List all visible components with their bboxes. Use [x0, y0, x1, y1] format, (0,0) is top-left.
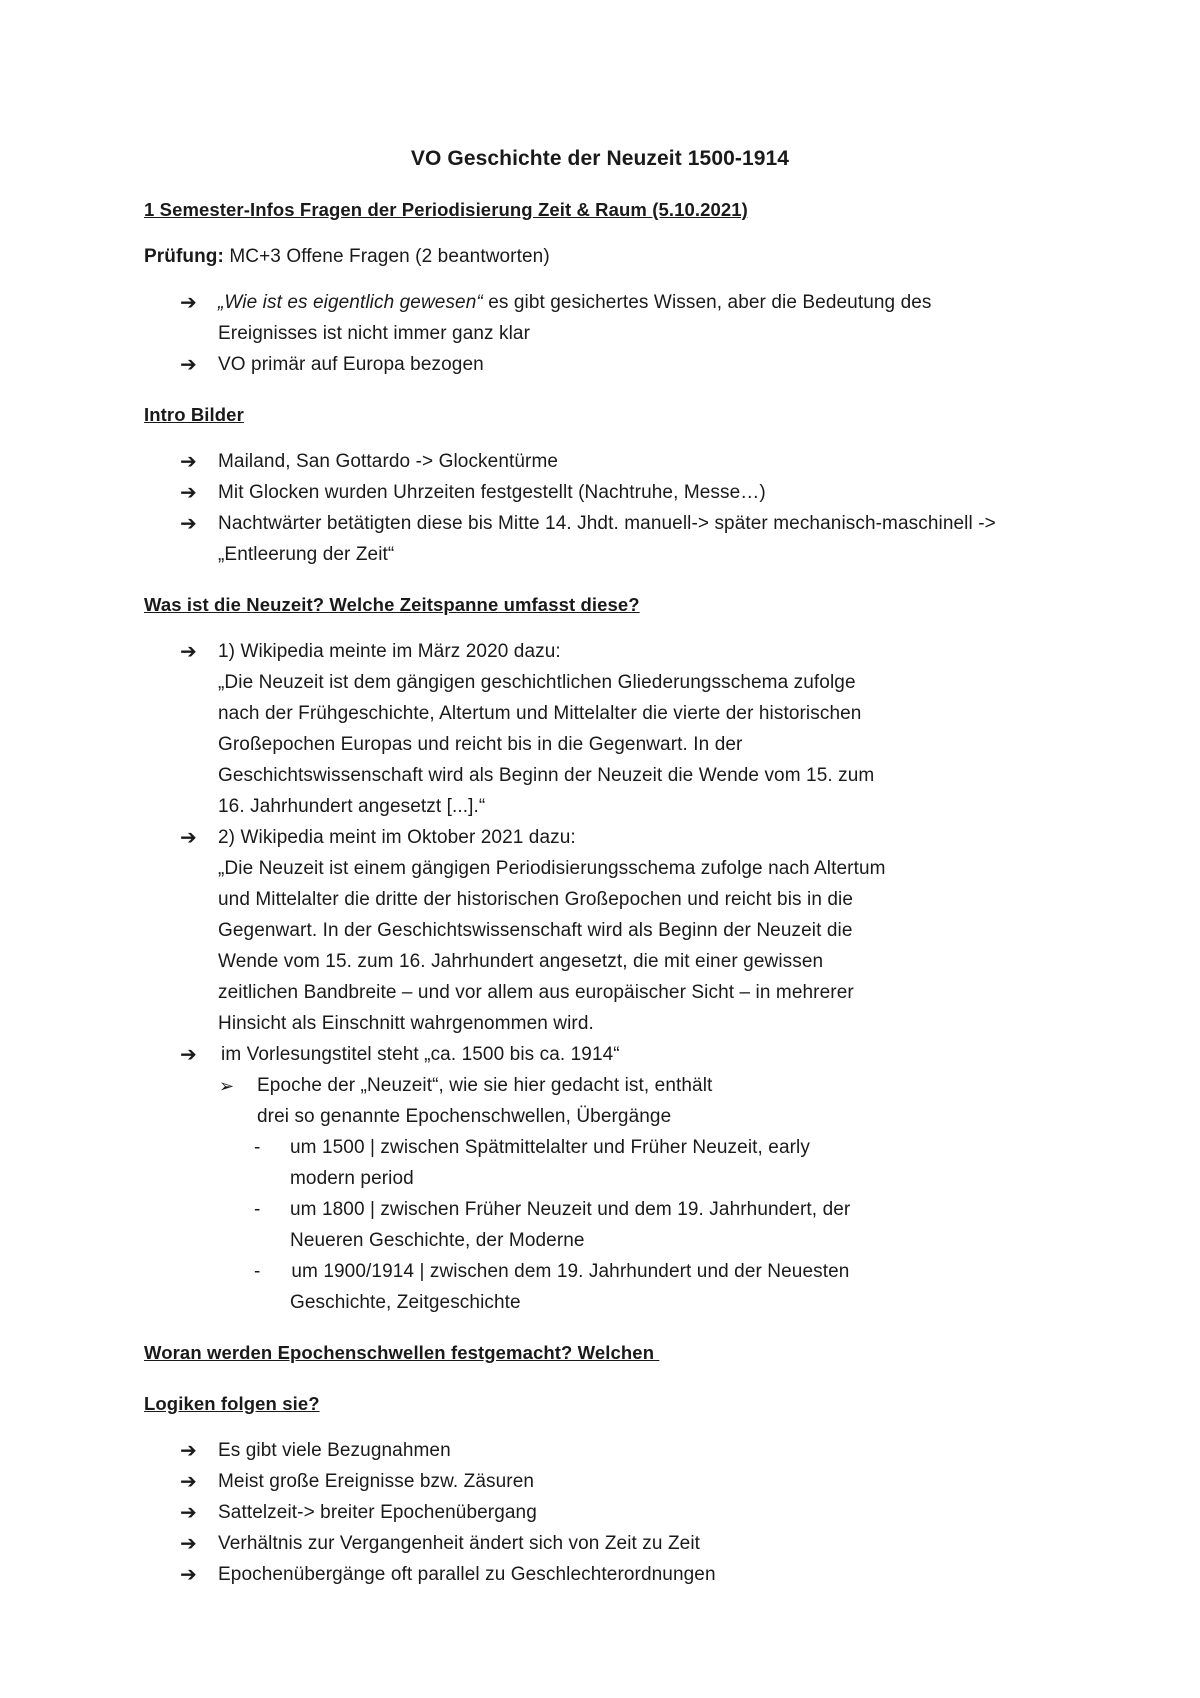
section-heading-logiken: Logiken folgen sie?	[144, 1393, 320, 1414]
list-item: „Wie ist es eigentlich gewesen“ es gibt gesichertes Wissen, aber die Bedeutung des	[218, 292, 932, 313]
arrow-bullet-icon: ➔	[180, 292, 197, 314]
arrow-bullet-icon: ➔	[180, 451, 197, 473]
quote-line: nach der Frühgeschichte, Altertum und Mittelalter die vierte der historischen	[218, 703, 862, 724]
list-item: Epochenübergänge oft parallel zu Geschlechterordnungen	[218, 1564, 716, 1585]
quote-line: „Die Neuzeit ist dem gängigen geschichtlichen Gliederungsschema zufolge	[218, 672, 856, 693]
list-item: im Vorlesungstitel steht „ca. 1500 bis ca. 1914“	[221, 1044, 620, 1065]
quote-line: zeitlichen Bandbreite – und vor allem aus europäischer Sicht – in mehrerer	[218, 982, 854, 1003]
quote-line: Hinsicht als Einschnitt wahrgenommen wird.	[218, 1013, 594, 1034]
arrow-bullet-icon: ➔	[180, 354, 197, 376]
dash-list-item: um 1800 | zwischen Früher Neuzeit und dem 19. Jahrhundert, der	[290, 1199, 851, 1220]
list-item: 1) Wikipedia meinte im März 2020 dazu:	[218, 641, 561, 662]
quote-line: Gegenwart. In der Geschichtswissenschaft wird als Beginn der Neuzeit die	[218, 920, 853, 941]
quote-line: Großepochen Europas und reicht bis in die Gegenwart. In der	[218, 734, 743, 755]
dash-list-item-continuation: Neueren Geschichte, der Moderne	[290, 1230, 585, 1251]
dash-list-item: um 1900/1914 | zwischen dem 19. Jahrhundert und der Neuesten	[286, 1261, 850, 1282]
list-item: Mit Glocken wurden Uhrzeiten festgestellt (Nachtruhe, Messe…)	[218, 482, 766, 503]
dash-bullet-icon: -	[254, 1261, 261, 1282]
page-title: VO Geschichte der Neuzeit 1500-1914	[410, 147, 790, 170]
quote-line: Geschichtswissenschaft wird als Beginn der Neuzeit die Wende vom 15. zum	[218, 765, 875, 786]
dash-list-item-continuation: modern period	[290, 1168, 414, 1189]
arrow-bullet-icon: ➔	[180, 827, 197, 849]
pruefung-text: MC+3 Offene Fragen (2 beantworten)	[223, 246, 550, 267]
quote-line: Wende vom 15. zum 16. Jahrhundert angesetzt, die mit einer gewissen	[218, 951, 824, 972]
dash-list-item-continuation: Geschichte, Zeitgeschichte	[290, 1292, 521, 1313]
arrow-bullet-icon: ➔	[180, 1502, 197, 1524]
list-item-continuation: „Entleerung der Zeit“	[218, 544, 395, 565]
arrow-bullet-icon: ➔	[180, 1564, 197, 1586]
arrow-bullet-icon: ➔	[180, 1440, 197, 1462]
list-item: Es gibt viele Bezugnahmen	[218, 1440, 451, 1461]
triangle-bullet-icon: ➢	[219, 1076, 235, 1096]
dash-bullet-icon: -	[254, 1199, 261, 1220]
arrow-bullet-icon: ➔	[180, 1533, 197, 1555]
arrow-bullet-icon: ➔	[180, 1471, 197, 1493]
arrow-bullet-icon: ➔	[180, 513, 197, 535]
list-item: 2) Wikipedia meint im Oktober 2021 dazu:	[218, 827, 576, 848]
list-item: Mailand, San Gottardo -> Glockentürme	[218, 451, 559, 472]
list-item: Meist große Ereignisse bzw. Zäsuren	[218, 1471, 535, 1492]
pruefung-label: Prüfung:	[144, 246, 224, 267]
section-heading-semester-infos: 1 Semester-Infos Fragen der Periodisierung Zeit & Raum (5.10.2021)	[144, 199, 748, 220]
sub-list-item: Epoche der „Neuzeit“, wie sie hier gedacht ist, enthält	[257, 1075, 713, 1096]
quote-line: 16. Jahrhundert angesetzt [...].“	[218, 796, 486, 817]
list-item-continuation: Ereignisses ist nicht immer ganz klar	[218, 323, 531, 344]
section-heading-intro-bilder: Intro Bilder	[144, 404, 244, 425]
list-item: Sattelzeit-> breiter Epochenübergang	[218, 1502, 537, 1523]
quote-line: und Mittelalter die dritte der historischen Großepochen und reicht bis in die	[218, 889, 854, 910]
arrow-bullet-icon: ➔	[180, 641, 197, 663]
sub-list-item-continuation: drei so genannte Epochenschwellen, Übergänge	[257, 1106, 672, 1127]
dash-list-item: um 1500 | zwischen Spätmittelalter und Früher Neuzeit, early	[290, 1137, 810, 1158]
quote-line: „Die Neuzeit ist einem gängigen Periodisierungsschema zufolge nach Altertum	[218, 858, 886, 879]
section-heading-neuzeit: Was ist die Neuzeit? Welche Zeitspanne umfasst diese?	[144, 594, 640, 615]
arrow-bullet-icon: ➔	[180, 1044, 197, 1066]
quote-italic: „Wie ist es eigentlich gewesen“	[218, 292, 483, 313]
arrow-bullet-icon: ➔	[180, 482, 197, 504]
list-item: VO primär auf Europa bezogen	[218, 354, 484, 375]
dash-bullet-icon: -	[254, 1137, 261, 1158]
list-item: Verhältnis zur Vergangenheit ändert sich von Zeit zu Zeit	[218, 1533, 701, 1554]
list-item: Nachtwärter betätigten diese bis Mitte 14. Jhdt. manuell-> später mechanisch-maschinell ->	[218, 513, 996, 534]
section-heading-epochenschwellen: Woran werden Epochenschwellen festgemacht? Welchen	[144, 1342, 660, 1363]
pruefung-line	[144, 245, 550, 269]
